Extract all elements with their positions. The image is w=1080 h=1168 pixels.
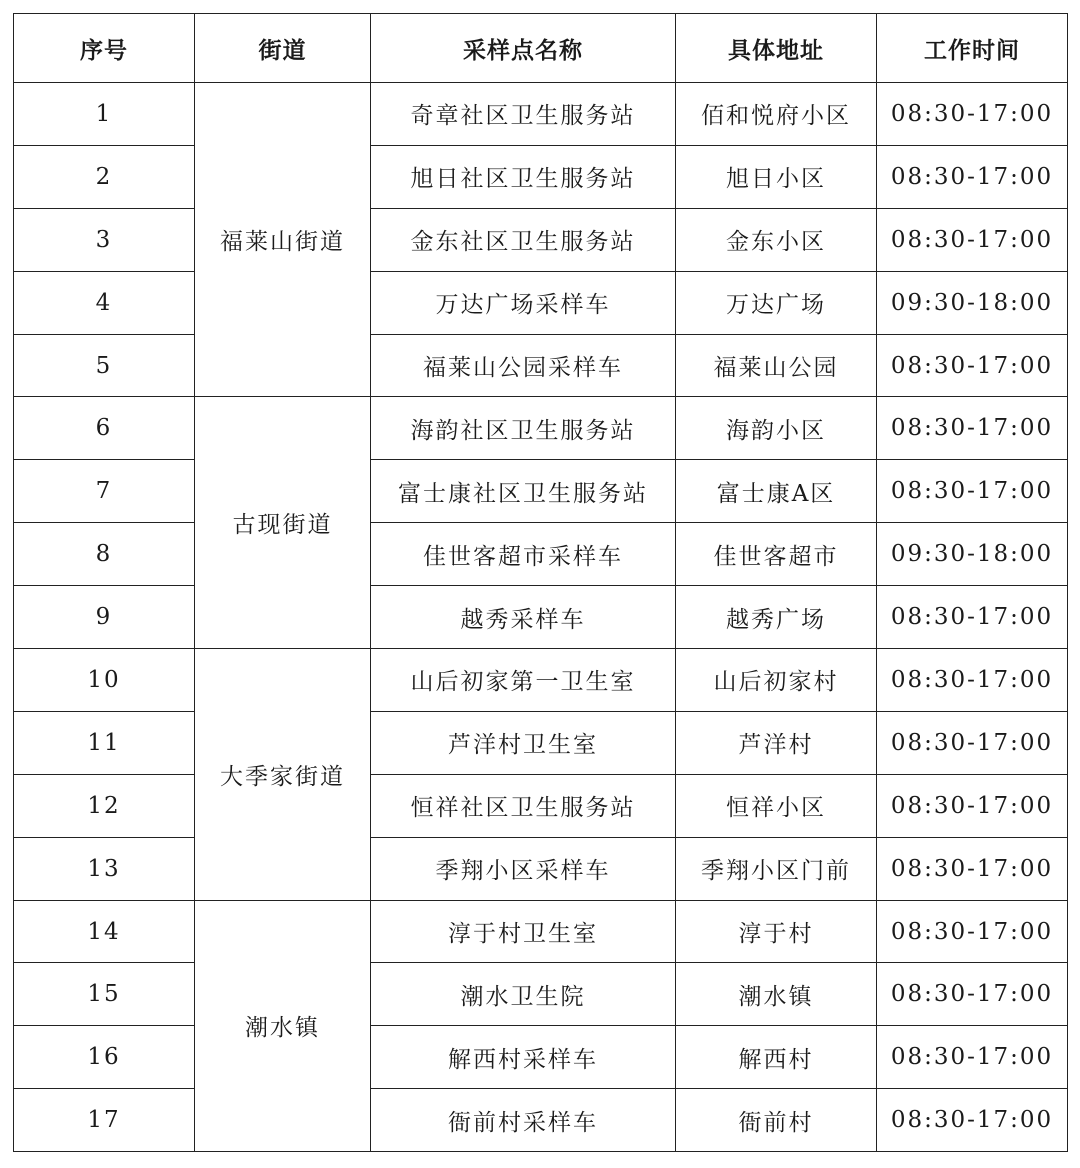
site-name: 芦洋村卫生室 — [371, 711, 676, 774]
row-number: 14 — [14, 900, 195, 963]
table-row — [14, 774, 1068, 837]
site-name: 季翔小区采样车 — [371, 837, 676, 900]
site-address: 山后初家村 — [676, 649, 877, 712]
row-number: 11 — [14, 711, 195, 774]
row-number: 6 — [14, 397, 195, 460]
work-hours: 08:30-17:00 — [877, 837, 1068, 900]
row-number: 12 — [14, 774, 195, 837]
row-number: 16 — [14, 1026, 195, 1089]
site-address: 佳世客超市 — [676, 523, 877, 586]
table-row — [14, 271, 1068, 334]
site-name: 解西村采样车 — [371, 1026, 676, 1089]
site-address: 海韵小区 — [676, 397, 877, 460]
street-name: 古现街道 — [195, 397, 371, 649]
site-address: 越秀广场 — [676, 586, 877, 649]
row-number: 9 — [14, 586, 195, 649]
table-row — [14, 523, 1068, 586]
row-number: 3 — [14, 208, 195, 271]
row-number: 5 — [14, 334, 195, 397]
header-row — [14, 14, 1068, 83]
table-row — [14, 460, 1068, 523]
work-hours: 08:30-17:00 — [877, 208, 1068, 271]
site-address: 富士康A区 — [676, 460, 877, 523]
site-address: 淳于村 — [676, 900, 877, 963]
table-row — [14, 145, 1068, 208]
table-row — [14, 837, 1068, 900]
work-hours: 08:30-17:00 — [877, 334, 1068, 397]
site-name: 恒祥社区卫生服务站 — [371, 774, 676, 837]
row-number: 7 — [14, 460, 195, 523]
site-name: 旭日社区卫生服务站 — [371, 145, 676, 208]
row-number: 13 — [14, 837, 195, 900]
site-address: 福莱山公园 — [676, 334, 877, 397]
table-row — [14, 1089, 1068, 1152]
site-address: 季翔小区门前 — [676, 837, 877, 900]
row-number: 15 — [14, 963, 195, 1026]
header-hours: 工作时间 — [877, 14, 1068, 83]
work-hours: 08:30-17:00 — [877, 83, 1068, 146]
work-hours: 08:30-17:00 — [877, 774, 1068, 837]
table-row — [14, 900, 1068, 963]
site-name: 佳世客超市采样车 — [371, 523, 676, 586]
work-hours: 08:30-17:00 — [877, 1089, 1068, 1152]
site-name: 潮水卫生院 — [371, 963, 676, 1026]
work-hours: 08:30-17:00 — [877, 711, 1068, 774]
site-name: 山后初家第一卫生室 — [371, 649, 676, 712]
work-hours: 09:30-18:00 — [877, 271, 1068, 334]
work-hours: 09:30-18:00 — [877, 523, 1068, 586]
header-street: 街道 — [195, 14, 371, 83]
table-row — [14, 83, 1068, 146]
site-name: 衙前村采样车 — [371, 1089, 676, 1152]
site-address: 衙前村 — [676, 1089, 877, 1152]
site-name: 海韵社区卫生服务站 — [371, 397, 676, 460]
work-hours: 08:30-17:00 — [877, 586, 1068, 649]
work-hours: 08:30-17:00 — [877, 1026, 1068, 1089]
table-row — [14, 963, 1068, 1026]
table-row — [14, 586, 1068, 649]
site-name: 金东社区卫生服务站 — [371, 208, 676, 271]
work-hours: 08:30-17:00 — [877, 397, 1068, 460]
row-number: 2 — [14, 145, 195, 208]
work-hours: 08:30-17:00 — [877, 900, 1068, 963]
table-row — [14, 1026, 1068, 1089]
site-name: 富士康社区卫生服务站 — [371, 460, 676, 523]
header-no: 序号 — [14, 14, 195, 83]
street-name: 福莱山街道 — [195, 83, 371, 397]
street-name: 大季家街道 — [195, 649, 371, 901]
table-body — [14, 83, 1068, 1152]
site-name: 越秀采样车 — [371, 586, 676, 649]
work-hours: 08:30-17:00 — [877, 963, 1068, 1026]
work-hours: 08:30-17:00 — [877, 460, 1068, 523]
site-address: 芦洋村 — [676, 711, 877, 774]
header-site: 采样点名称 — [371, 14, 676, 83]
work-hours: 08:30-17:00 — [877, 649, 1068, 712]
table-row — [14, 649, 1068, 712]
site-name: 福莱山公园采样车 — [371, 334, 676, 397]
site-address: 旭日小区 — [676, 145, 877, 208]
table-row — [14, 334, 1068, 397]
site-name: 万达广场采样车 — [371, 271, 676, 334]
row-number: 1 — [14, 83, 195, 146]
sampling-sites-table — [13, 13, 1068, 1152]
site-name: 淳于村卫生室 — [371, 900, 676, 963]
work-hours: 08:30-17:00 — [877, 145, 1068, 208]
site-address: 潮水镇 — [676, 963, 877, 1026]
row-number: 17 — [14, 1089, 195, 1152]
table-row — [14, 208, 1068, 271]
row-number: 4 — [14, 271, 195, 334]
site-address: 万达广场 — [676, 271, 877, 334]
table-row — [14, 397, 1068, 460]
header-address: 具体地址 — [676, 14, 877, 83]
site-address: 金东小区 — [676, 208, 877, 271]
site-address: 恒祥小区 — [676, 774, 877, 837]
street-name: 潮水镇 — [195, 900, 371, 1152]
site-address: 佰和悦府小区 — [676, 83, 877, 146]
row-number: 10 — [14, 649, 195, 712]
site-name: 奇章社区卫生服务站 — [371, 83, 676, 146]
table-header — [14, 14, 1068, 83]
table-row — [14, 711, 1068, 774]
row-number: 8 — [14, 523, 195, 586]
site-address: 解西村 — [676, 1026, 877, 1089]
